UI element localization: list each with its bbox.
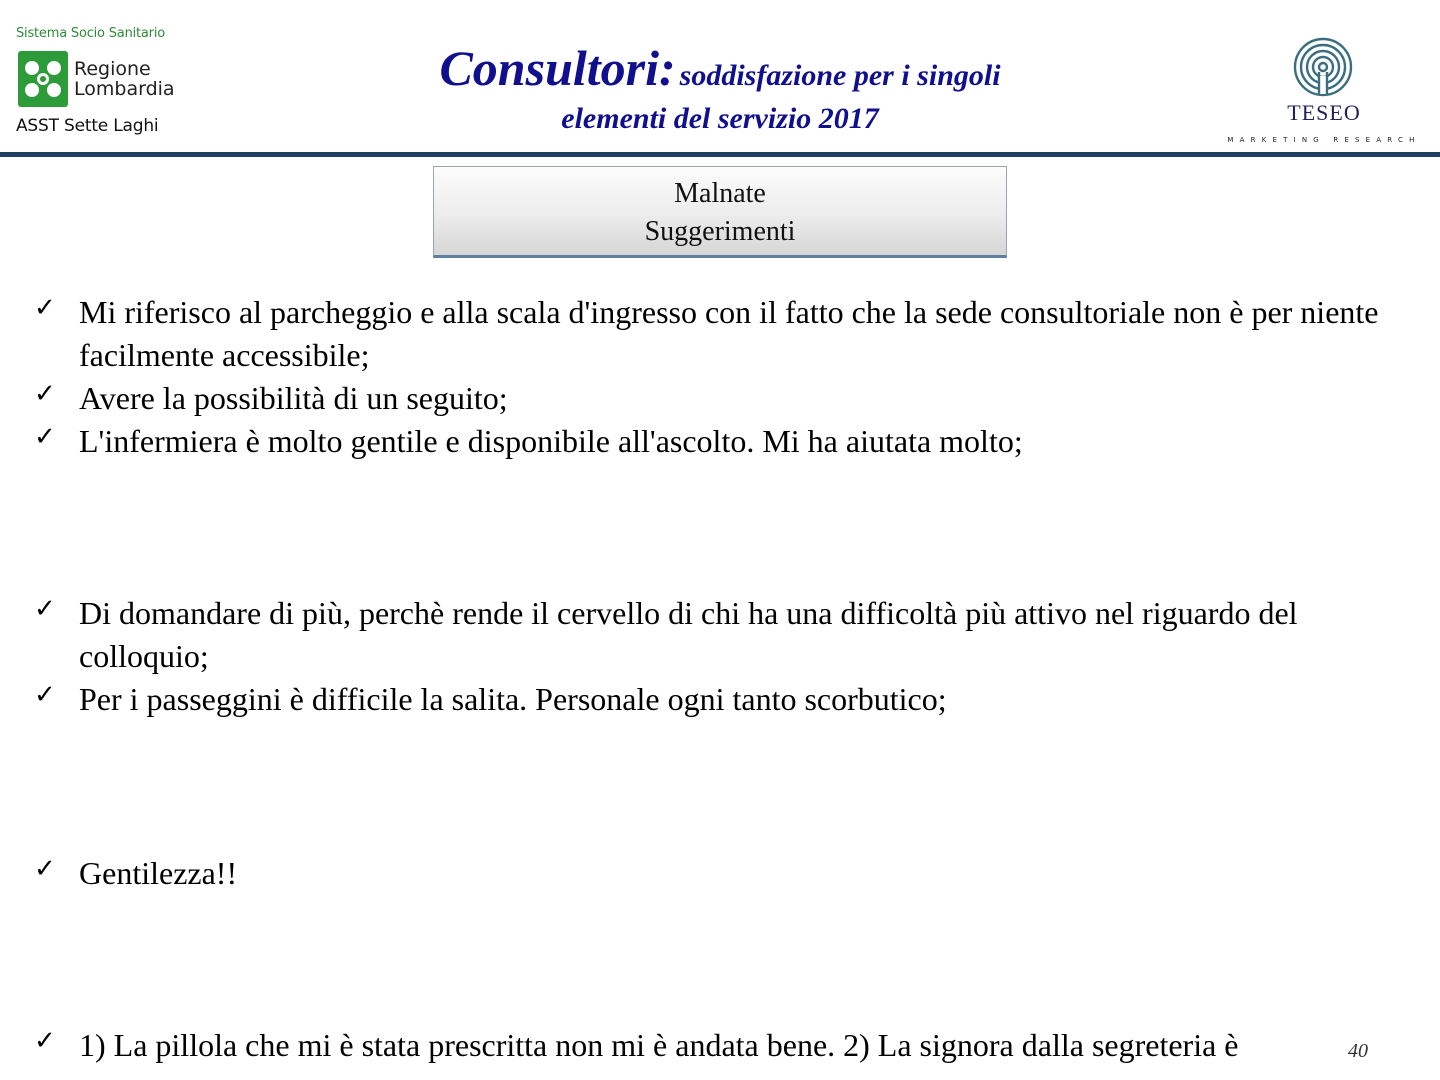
asst-sette-laghi-logo bbox=[16, 26, 196, 146]
logo-region-text: Regione Lombardia bbox=[74, 58, 175, 100]
suggestion-text: Per i passeggini è difficile la salita. Personale ogni tanto scorbutico; bbox=[79, 681, 947, 717]
list-item bbox=[34, 291, 1414, 377]
list-item bbox=[34, 1024, 1414, 1067]
page-title bbox=[300, 36, 1140, 138]
title-main: Consultori: bbox=[439, 40, 676, 96]
list-item bbox=[34, 852, 1414, 895]
list-item bbox=[34, 678, 1414, 721]
suggestion-group-4 bbox=[34, 1024, 1414, 1067]
list-item bbox=[34, 377, 1414, 420]
suggestion-text: Avere la possibilità di un seguito; bbox=[79, 380, 508, 416]
checkmark-icon: ✓ bbox=[34, 379, 56, 409]
suggestion-group-3 bbox=[34, 852, 1414, 895]
suggestion-group-2 bbox=[34, 592, 1414, 721]
checkmark-icon: ✓ bbox=[34, 594, 56, 624]
teseo-logo bbox=[1224, 36, 1424, 148]
teseo-brand-text: TESEO bbox=[1287, 100, 1361, 125]
suggestion-text: Di domandare di più, perchè rende il cervello di chi ha una difficoltà più attivo nel riguardo del colloquio; bbox=[79, 595, 1298, 674]
list-item bbox=[34, 420, 1414, 463]
label-type: Suggerimenti bbox=[644, 216, 796, 247]
checkmark-icon: ✓ bbox=[34, 293, 56, 323]
title-rest: soddisfazione per i singoli bbox=[679, 59, 1001, 92]
logo-asst-text: ASST Sette Laghi bbox=[16, 116, 159, 136]
page-number: 40 bbox=[1348, 1040, 1368, 1062]
checkmark-icon: ✓ bbox=[34, 680, 56, 710]
label-location: Malnate bbox=[674, 178, 766, 209]
suggestion-text: Mi riferisco al parcheggio e alla scala d'ingresso con il fatto che la sede consultoriale non è per niente facilmente accessibile; bbox=[79, 294, 1379, 373]
suggestion-text: L'infermiera è molto gentile e disponibile all'ascolto. Mi ha aiutata molto; bbox=[79, 423, 1023, 459]
checkmark-icon: ✓ bbox=[34, 854, 56, 884]
section-label-box bbox=[433, 166, 1007, 258]
checkmark-icon: ✓ bbox=[34, 422, 56, 452]
checkmark-icon: ✓ bbox=[34, 1026, 56, 1056]
suggestion-group-1 bbox=[34, 291, 1414, 463]
header-divider bbox=[0, 152, 1440, 157]
regione-lombardia-cross-icon bbox=[18, 51, 68, 107]
list-item bbox=[34, 592, 1414, 678]
labyrinth-icon bbox=[1292, 36, 1354, 98]
suggestion-text: Gentilezza!! bbox=[79, 855, 238, 891]
title-line2: elementi del servizio 2017 bbox=[561, 102, 879, 135]
suggestion-text: 1) La pillola che mi è stata prescritta non mi è andata bene. 2) La signora dalla segreteria è bbox=[79, 1027, 1239, 1063]
teseo-tagline-text: MARKETING RESEARCH bbox=[1227, 136, 1421, 144]
logo-system-text: Sistema Socio Sanitario bbox=[16, 26, 165, 41]
